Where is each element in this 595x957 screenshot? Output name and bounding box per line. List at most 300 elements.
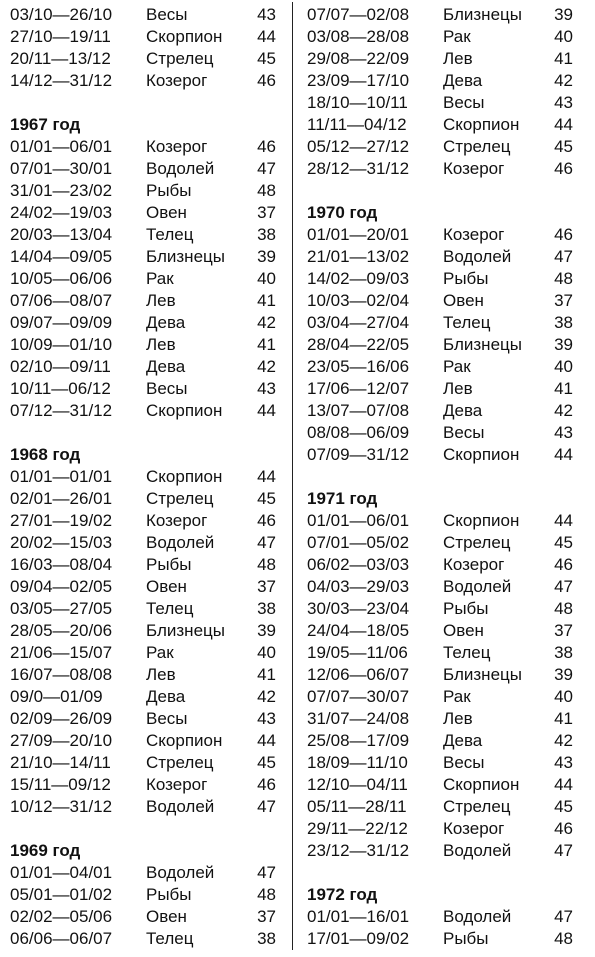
date-range: 05/12—27/12 [307,137,410,156]
date-range: 02/02—05/06 [10,907,113,926]
sign-name: Скорпион [146,467,223,486]
sign-number: 39 [257,247,276,266]
sign-number: 48 [554,929,573,948]
date-range: 04/03—29/03 [307,577,410,596]
table-row [307,356,587,378]
sign-name: Весы [443,93,485,112]
table-row [307,818,587,840]
sign-name: Близнецы [443,665,522,684]
section-gap [10,422,282,444]
table-row [10,70,282,92]
sign-name: Весы [146,5,188,24]
left-column [10,4,282,950]
sign-name: Лев [146,335,176,354]
date-range: 25/08—17/09 [307,731,410,750]
sign-name: Лев [443,709,473,728]
date-range: 10/11—06/12 [10,379,111,398]
sign-name: Стрелец [443,797,511,816]
table-row [10,400,282,422]
table-row [307,796,587,818]
sign-number: 43 [554,753,573,772]
sign-name: Козерог [146,71,208,90]
table-row [10,224,282,246]
sign-name: Скорпион [146,731,223,750]
table-row [10,576,282,598]
sign-name: Стрелец [146,753,214,772]
sign-number: 46 [257,775,276,794]
sign-number: 40 [554,27,573,46]
date-range: 29/11—22/12 [307,819,408,838]
year-heading: 1969 год [10,841,81,860]
date-range: 28/12—31/12 [307,159,410,178]
sign-name: Телец [146,929,194,948]
sign-name: Телец [146,225,194,244]
table-row [10,334,282,356]
sign-name: Стрелец [443,137,511,156]
table-row [10,466,282,488]
date-range: 14/12—31/12 [10,71,113,90]
table-row [307,136,587,158]
date-range: 06/02—03/03 [307,555,410,574]
year-heading: 1968 год [10,445,81,464]
sign-number: 41 [554,49,573,68]
table-row [307,576,587,598]
date-range: 13/07—07/08 [307,401,410,420]
sign-name: Водолей [146,797,215,816]
sign-name: Козерог [146,775,208,794]
sign-number: 48 [257,555,276,574]
sign-number: 47 [257,863,276,882]
date-range: 21/01—13/02 [307,247,410,266]
table-row [307,290,587,312]
sign-number: 45 [257,753,276,772]
date-range: 10/05—06/06 [10,269,113,288]
table-row [307,26,587,48]
date-range: 01/01—01/01 [10,467,113,486]
date-range: 17/01—09/02 [307,929,410,948]
date-range: 24/04—18/05 [307,621,410,640]
date-range: 12/10—04/11 [307,775,408,794]
sign-name: Водолей [443,247,512,266]
sign-number: 46 [257,71,276,90]
sign-number: 44 [257,731,276,750]
table-row [10,554,282,576]
table-row [307,158,587,180]
sign-number: 44 [257,467,276,486]
table-row [10,642,282,664]
sign-number: 41 [257,665,276,684]
table-row [307,620,587,642]
sign-number: 44 [554,445,573,464]
sign-name: Рыбы [146,181,192,200]
date-range: 05/01—01/02 [10,885,113,904]
sign-name: Стрелец [146,489,214,508]
sign-name: Весы [146,379,188,398]
table-row [307,422,587,444]
sign-number: 39 [257,621,276,640]
sign-name: Лев [146,291,176,310]
table-row [10,730,282,752]
sign-number: 40 [554,357,573,376]
date-range: 07/06—08/07 [10,291,113,310]
column-divider [292,2,293,950]
table-row [10,180,282,202]
sign-number: 38 [257,929,276,948]
sign-name: Овен [443,621,484,640]
sign-number: 39 [554,665,573,684]
sign-name: Рыбы [146,885,192,904]
sign-number: 45 [257,49,276,68]
table-row [10,686,282,708]
sign-number: 41 [257,291,276,310]
date-range: 10/03—02/04 [307,291,410,310]
sign-number: 37 [554,621,573,640]
sign-number: 37 [257,203,276,222]
sign-name: Овен [146,577,187,596]
section-gap [307,466,587,488]
section-gap [10,818,282,840]
table-row [10,620,282,642]
sign-name: Козерог [443,555,505,574]
sign-number: 42 [554,71,573,90]
year-heading: 1971 год [307,489,378,508]
sign-number: 40 [257,643,276,662]
sign-number: 41 [554,379,573,398]
date-range: 24/02—19/03 [10,203,113,222]
table-row [307,554,587,576]
table-row [10,48,282,70]
sign-name: Рак [443,357,471,376]
sign-number: 47 [554,247,573,266]
table-row [10,598,282,620]
sign-number: 42 [554,731,573,750]
sign-number: 45 [554,137,573,156]
table-row [10,378,282,400]
sign-number: 45 [554,533,573,552]
sign-name: Телец [146,599,194,618]
year-heading: 1967 год [10,115,81,134]
table-row [307,48,587,70]
sign-name: Овен [443,291,484,310]
date-range: 09/07—09/09 [10,313,113,332]
date-range: 23/05—16/06 [307,357,410,376]
date-range: 20/02—15/03 [10,533,113,552]
sign-number: 41 [554,709,573,728]
date-range: 01/01—20/01 [307,225,410,244]
sign-name: Рыбы [443,269,489,288]
date-range: 28/05—20/06 [10,621,113,640]
table-row [10,708,282,730]
date-range: 08/08—06/09 [307,423,410,442]
sign-name: Водолей [146,863,215,882]
sign-name: Козерог [443,159,505,178]
table-row [10,532,282,554]
table-row [307,532,587,554]
table-row [10,158,282,180]
sign-name: Овен [146,907,187,926]
date-range: 23/12—31/12 [307,841,410,860]
sign-name: Водолей [443,907,512,926]
table-row [307,708,587,730]
table-row [307,906,587,928]
date-range: 30/03—23/04 [307,599,410,618]
sign-number: 46 [257,137,276,156]
date-range: 06/06—06/07 [10,929,113,948]
table-row [307,752,587,774]
table-row [10,906,282,928]
sign-number: 38 [554,643,573,662]
table-row [10,26,282,48]
date-range: 14/02—09/03 [307,269,410,288]
sign-number: 43 [554,423,573,442]
sign-number: 37 [554,291,573,310]
table-row [307,224,587,246]
sign-name: Дева [443,731,483,750]
sign-number: 42 [257,357,276,376]
date-range: 03/10—26/10 [10,5,113,24]
table-row [307,686,587,708]
table-row [10,796,282,818]
table-row [307,730,587,752]
table-row [10,4,282,26]
sign-name: Стрелец [146,49,214,68]
sign-name: Рыбы [443,599,489,618]
sign-name: Козерог [443,225,505,244]
date-range: 01/01—04/01 [10,863,113,882]
date-range: 27/09—20/10 [10,731,113,750]
sign-number: 47 [554,841,573,860]
date-range: 03/04—27/04 [307,313,410,332]
sign-number: 43 [257,709,276,728]
date-range: 09/04—02/05 [10,577,113,596]
sign-name: Рак [146,643,174,662]
sign-name: Телец [443,643,491,662]
sign-name: Близнецы [146,621,225,640]
sign-name: Рыбы [146,555,192,574]
table-row [10,664,282,686]
sign-name: Близнецы [443,5,522,24]
sign-name: Скорпион [443,511,520,530]
date-range: 02/09—26/09 [10,709,113,728]
date-range: 17/06—12/07 [307,379,410,398]
sign-number: 43 [257,379,276,398]
sign-number: 48 [257,885,276,904]
sign-name: Дева [146,687,186,706]
date-range: 11/11—04/12 [307,115,407,134]
sign-number: 38 [554,313,573,332]
sign-name: Весы [146,709,188,728]
sign-name: Стрелец [443,533,511,552]
sign-name: Близнецы [146,247,225,266]
sign-name: Дева [146,357,186,376]
table-row [10,312,282,334]
sign-name: Водолей [443,577,512,596]
date-range: 03/05—27/05 [10,599,113,618]
date-range: 21/10—14/11 [10,753,111,772]
table-row [10,862,282,884]
sign-number: 43 [554,93,573,112]
table-row [307,114,587,136]
sign-number: 37 [257,907,276,926]
table-row [307,444,587,466]
sign-name: Водолей [146,533,215,552]
table-row [10,290,282,312]
table-row [307,400,587,422]
table-row [10,488,282,510]
table-row [10,752,282,774]
sign-number: 46 [554,819,573,838]
table-row [10,356,282,378]
sign-name: Лев [443,379,473,398]
date-range: 07/01—05/02 [307,533,410,552]
sign-number: 47 [257,533,276,552]
year-heading: 1972 год [307,885,378,904]
table-row [10,136,282,158]
sign-name: Рак [443,687,471,706]
sign-name: Лев [443,49,473,68]
sign-number: 44 [554,511,573,530]
date-range: 01/01—06/01 [307,511,410,530]
sign-number: 47 [257,797,276,816]
date-range: 27/01—19/02 [10,511,113,530]
sign-name: Скорпион [146,401,223,420]
table-row [10,884,282,906]
date-range: 21/06—15/07 [10,643,113,662]
table-row [307,664,587,686]
date-range: 14/04—09/05 [10,247,113,266]
table-row [307,70,587,92]
sign-name: Дева [443,401,483,420]
sign-number: 44 [257,27,276,46]
sign-number: 48 [257,181,276,200]
date-range: 31/01—23/02 [10,181,113,200]
date-range: 07/12—31/12 [10,401,113,420]
sign-name: Лев [146,665,176,684]
sign-number: 42 [257,687,276,706]
table-row [10,774,282,796]
table-row [307,840,587,862]
sign-name: Весы [443,423,485,442]
date-range: 10/12—31/12 [10,797,113,816]
table-row [307,246,587,268]
sign-number: 47 [257,159,276,178]
sign-number: 44 [257,401,276,420]
sign-name: Скорпион [146,27,223,46]
table-row [10,928,282,950]
sign-name: Рак [443,27,471,46]
table-row [10,202,282,224]
date-range: 05/11—28/11 [307,797,407,816]
table-row [307,642,587,664]
date-range: 07/07—02/08 [307,5,410,24]
table-row [307,4,587,26]
date-range: 18/10—10/11 [307,93,408,112]
date-range: 19/05—11/06 [307,643,408,662]
date-range: 02/10—09/11 [10,357,111,376]
sign-number: 39 [554,5,573,24]
sign-number: 44 [554,115,573,134]
sign-name: Водолей [443,841,512,860]
section-gap [10,92,282,114]
table-row [10,510,282,532]
date-range: 29/08—22/09 [307,49,410,68]
table-row [307,510,587,532]
right-column [307,4,587,950]
sign-name: Дева [146,313,186,332]
date-range: 07/07—30/07 [307,687,410,706]
sign-number: 46 [554,225,573,244]
sign-name: Рак [146,269,174,288]
sign-name: Козерог [443,819,505,838]
table-row [307,774,587,796]
sign-name: Рыбы [443,929,489,948]
sign-number: 48 [554,599,573,618]
sign-number: 47 [554,907,573,926]
date-range: 07/09—31/12 [307,445,410,464]
sign-number: 38 [257,599,276,618]
table-row [307,378,587,400]
date-range: 28/04—22/05 [307,335,410,354]
date-range: 12/06—06/07 [307,665,410,684]
date-range: 03/08—28/08 [307,27,410,46]
sign-number: 40 [554,687,573,706]
table-row [307,268,587,290]
date-range: 27/10—19/11 [10,27,111,46]
table-row [307,598,587,620]
table-row [307,334,587,356]
table-row [307,92,587,114]
sign-number: 45 [554,797,573,816]
date-range: 18/09—11/10 [307,753,408,772]
sign-number: 39 [554,335,573,354]
date-range: 01/01—06/01 [10,137,113,156]
sign-number: 41 [257,335,276,354]
date-range: 07/01—30/01 [10,159,113,178]
sign-name: Близнецы [443,335,522,354]
sign-number: 40 [257,269,276,288]
date-range: 16/07—08/08 [10,665,113,684]
sign-number: 46 [554,555,573,574]
section-gap [307,180,587,202]
date-range: 09/0—01/09 [10,687,103,706]
sign-number: 42 [257,313,276,332]
year-heading: 1970 год [307,203,378,222]
section-gap [307,862,587,884]
date-range: 02/01—26/01 [10,489,113,508]
sign-name: Овен [146,203,187,222]
date-range: 31/07—24/08 [307,709,410,728]
table-row [10,268,282,290]
date-range: 20/03—13/04 [10,225,113,244]
sign-number: 42 [554,401,573,420]
date-range: 10/09—01/10 [10,335,113,354]
sign-name: Скорпион [443,775,520,794]
sign-number: 44 [554,775,573,794]
sign-name: Козерог [146,511,208,530]
date-range: 15/11—09/12 [10,775,111,794]
sign-name: Весы [443,753,485,772]
sign-number: 46 [554,159,573,178]
sign-name: Водолей [146,159,215,178]
table-row [307,928,587,950]
sign-number: 46 [257,511,276,530]
sign-number: 47 [554,577,573,596]
sign-number: 37 [257,577,276,596]
sign-number: 48 [554,269,573,288]
sign-name: Козерог [146,137,208,156]
date-range: 20/11—13/12 [10,49,111,68]
sign-number: 38 [257,225,276,244]
